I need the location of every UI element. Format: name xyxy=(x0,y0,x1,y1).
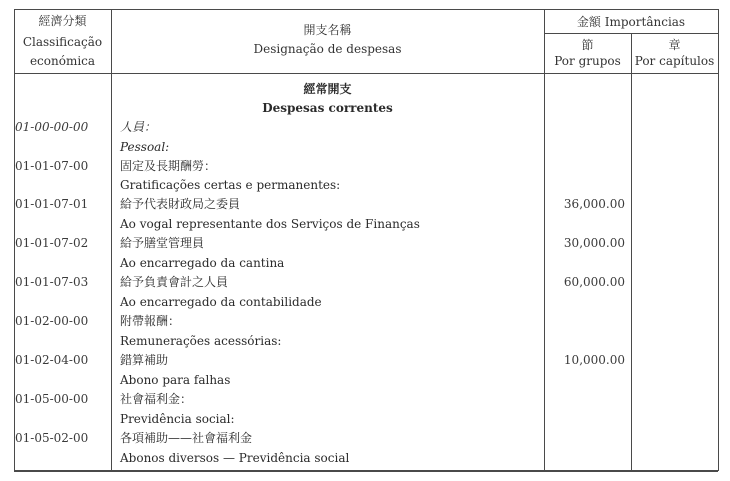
header-class-zh: 經濟分類 xyxy=(38,14,87,28)
row-designation-zh: 給予膳堂管理員 xyxy=(120,236,205,250)
row-designation-zh: 錯算補助 xyxy=(120,353,169,367)
section-title-zh: 經常開支 xyxy=(303,82,352,96)
row-designation-pt: Abonos diversos — Previdência social xyxy=(120,451,350,465)
row-code: 01-01-07-02 xyxy=(15,236,89,250)
header-bottom-border xyxy=(14,73,718,74)
row-designation-zh: 社會福利金： xyxy=(120,392,193,406)
header-designation-zh: 開支名稱 xyxy=(303,23,352,37)
row-code: 01-02-00-00 xyxy=(15,314,89,328)
header-class-pt-1: Classificação xyxy=(22,35,103,49)
row-designation-zh: 附帶報酬： xyxy=(120,314,181,328)
row-amount: 60,000.00 xyxy=(563,275,625,289)
row-designation-pt: Remunerações acessórias: xyxy=(120,334,282,348)
section-title-pt: Despesas correntes xyxy=(262,101,393,115)
row-amount: 30,000.00 xyxy=(563,236,625,250)
row-designation-pt: Previdência social: xyxy=(120,412,235,426)
header-chapters-zh: 章 xyxy=(668,38,681,52)
row-designation-pt: Ao encarregado da contabilidade xyxy=(120,295,322,309)
row-designation-pt: Abono para falhas xyxy=(120,373,231,387)
header-groups-zh: 節 xyxy=(581,38,594,52)
row-amount: 36,000.00 xyxy=(563,197,625,211)
row-designation-zh: 各項補助——社會福利金 xyxy=(120,431,253,445)
row-code: 01-00-00-00 xyxy=(15,120,89,134)
row-code: 01-01-07-03 xyxy=(15,275,89,289)
table-right-border xyxy=(718,9,719,471)
header-amount-zh: 金額 xyxy=(576,15,601,29)
row-code: 01-01-07-01 xyxy=(15,197,89,211)
amount-header-divider xyxy=(544,33,718,34)
header-chapters-pt: Por capítulos xyxy=(634,54,715,68)
row-designation-zh: 固定及長期酬勞： xyxy=(120,159,217,173)
header-amount-pt: Importâncias xyxy=(604,15,686,29)
row-code: 01-05-02-00 xyxy=(15,431,89,445)
table-top-border xyxy=(14,9,718,10)
column-divider-amounts xyxy=(631,33,632,471)
row-code: 01-02-04-00 xyxy=(15,353,89,367)
row-code: 01-05-00-00 xyxy=(15,392,89,406)
row-designation-pt: Ao vogal representante dos Serviços de Finanças xyxy=(120,217,420,231)
row-amount: 10,000.00 xyxy=(563,353,625,367)
row-code: 01-01-07-00 xyxy=(15,159,89,173)
header-amount xyxy=(544,15,718,29)
row-designation-pt: Gratificações certas e permanentes: xyxy=(120,178,341,192)
table-bottom-border xyxy=(14,470,718,472)
row-designation-zh: 給予負責會計之人員 xyxy=(120,275,229,289)
row-designation-zh: 人員： xyxy=(120,120,157,134)
header-designation-pt: Designação de despesas xyxy=(253,42,402,56)
row-designation-pt: Pessoal: xyxy=(120,140,170,154)
row-designation-zh: 給予代表財政局之委員 xyxy=(120,197,241,211)
header-groups-pt: Por grupos xyxy=(554,54,621,68)
column-divider-code xyxy=(111,9,112,471)
header-class-pt-2: económica xyxy=(29,54,96,68)
row-designation-pt: Ao encarregado da cantina xyxy=(120,256,285,270)
